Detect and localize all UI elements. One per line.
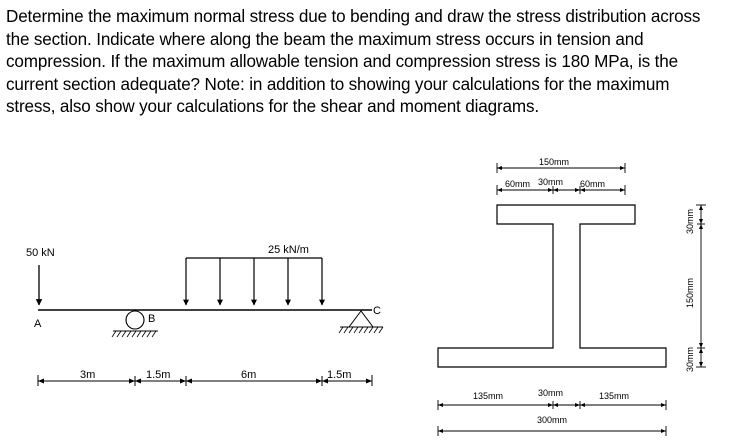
i-section-outline [438, 205, 666, 367]
bottom-mid-label: 30mm [538, 388, 564, 398]
span-load-label: 6m [241, 369, 257, 381]
side-top-label: 30mm [685, 208, 695, 234]
distributed-load [186, 258, 322, 305]
top-mid-label: 30mm [538, 177, 564, 187]
cross-section-diagram [438, 157, 706, 436]
side-mid-label: 150mm [685, 277, 695, 308]
support-c-label: C [373, 305, 381, 317]
problem-line-4: current section adequate? Note: in addition to showing your calculations for the maximum [6, 74, 670, 94]
support-b-label: B [148, 313, 156, 325]
bottom-right-label: 135mm [599, 391, 630, 401]
point-load-label: 50 kN [26, 247, 55, 259]
problem-line-1: Determine the maximum normal stress due to bending and draw the stress distribution across [6, 7, 701, 26]
bottom-total-label: 300mm [537, 415, 568, 425]
distributed-load-label: 25 kN/m [268, 244, 309, 256]
side-bottom-label: 30mm [685, 346, 695, 372]
top-total-label: 150mm [539, 157, 570, 167]
span-b-load-label: 1.5m [146, 369, 171, 381]
problem-line-3: compression. If the maximum allowable tension and compression stress is 180 MPa, is the [6, 52, 678, 72]
problem-line-2: the section. Indicate where along the beam the maximum stress occurs in tension and [6, 29, 644, 49]
beam-diagram [26, 244, 383, 386]
span-load-c-label: 1.5m [327, 369, 352, 381]
problem-line-5: stress, also show your calculations for the shear and moment diagrams. [6, 97, 539, 117]
top-left-label: 60mm [505, 179, 531, 189]
span-ab-label: 3m [80, 369, 96, 381]
support-a-label: A [34, 318, 42, 330]
side-dimension-lines [696, 205, 706, 367]
bottom-left-label: 135mm [473, 391, 504, 401]
top-right-label: 60mm [580, 179, 606, 189]
